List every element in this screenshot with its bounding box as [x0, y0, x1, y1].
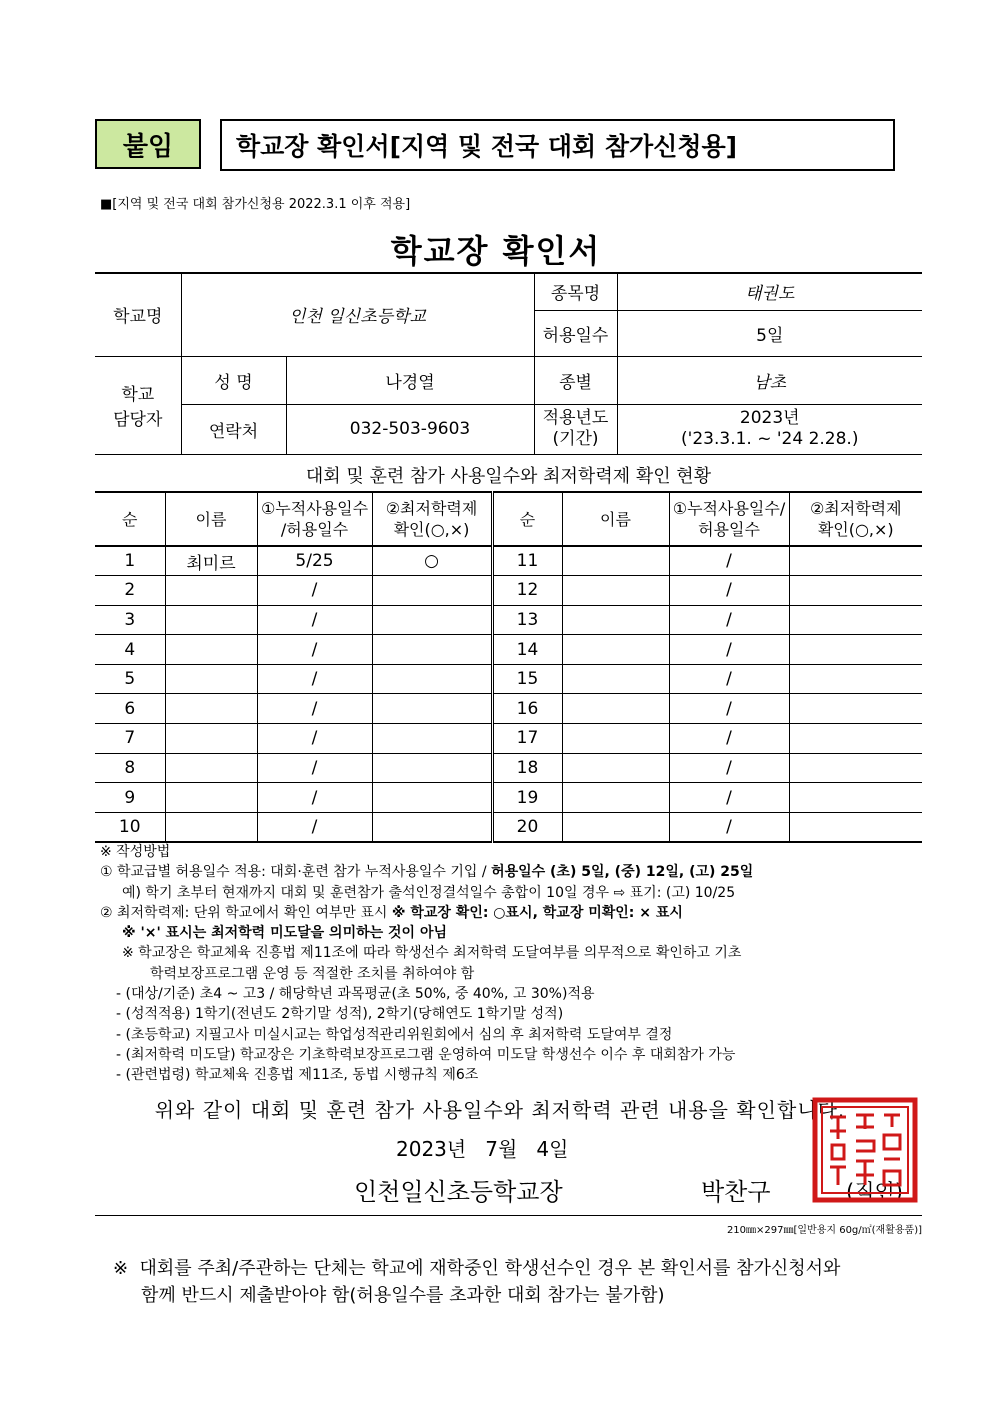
table-row: [95, 724, 922, 754]
gender-label: 종별: [534, 356, 617, 404]
row-check: [372, 664, 492, 694]
official-seal-icon: [812, 1097, 918, 1203]
row-name-right: [562, 605, 669, 635]
row-days: /: [257, 664, 372, 694]
row-days: /: [257, 724, 372, 754]
row-no-right: 13: [492, 605, 562, 635]
row-name: [165, 812, 257, 842]
row-days: /: [257, 605, 372, 635]
allowed-days-label: 허용일수: [534, 310, 617, 356]
instruction-2-note-2: ※ 학교장은 학교체육 진흥법 제11조에 따라 학생선수 최저학력 도달여부를 의무적으로 확인하고 기초: [122, 945, 742, 962]
year-value: 2023년 ('23.3.1. ~ '24 2.28.): [617, 404, 922, 454]
row-days: /: [257, 783, 372, 813]
row-name: [165, 576, 257, 606]
instruction-grades: - (성적적용) 1학기(전년도 2학기말 성적), 2학기(당해연도 1학기말 성적): [116, 1006, 564, 1023]
row-no-right: 16: [492, 694, 562, 724]
row-no-right: 17: [492, 724, 562, 754]
row-name: [165, 724, 257, 754]
row-days-right: /: [669, 546, 789, 576]
table-row: [95, 783, 922, 813]
row-name-right: [562, 694, 669, 724]
col-name-right: 이름: [562, 492, 669, 546]
row-name-right: [562, 724, 669, 754]
row-days: /: [257, 753, 372, 783]
row-name-right: [562, 576, 669, 606]
table-row: [95, 812, 922, 842]
row-no: 3: [95, 605, 165, 635]
row-name-right: [562, 664, 669, 694]
footer-notice: ※ 대회를 주최/주관하는 단체는 학교에 재학중인 학생선수인 경우 본 확인서를 참가신청서와 함께 반드시 제출받아야 함(허용일수를 초과한 대회 참가는 불가함): [113, 1258, 841, 1306]
row-name: [165, 635, 257, 665]
instruction-below: - (최저학력 미도달) 학교장은 기초학력보장프로그램 운영하여 미도달 학생선수 이수 후 대회참가 가능: [116, 1046, 736, 1063]
issue-date: 2023년 7월 4일: [396, 1137, 569, 1161]
row-days: 5/25: [257, 546, 372, 576]
col-no-right: 순: [492, 492, 562, 546]
attachment-tag: 붙임: [95, 119, 201, 169]
name-label: 성 명: [181, 356, 286, 404]
row-name: 최미르: [165, 546, 257, 576]
row-no: 2: [95, 576, 165, 606]
row-check-right: [789, 635, 922, 665]
applicability-note: ■[지역 및 전국 대회 참가신청용 2022.3.1 이후 적용]: [100, 197, 411, 212]
school-name-value: 인천 일신초등학교: [181, 273, 534, 356]
row-name-right: [562, 546, 669, 576]
row-check-right: [789, 724, 922, 754]
row-days-right: /: [669, 576, 789, 606]
row-no-right: 14: [492, 635, 562, 665]
col-days: ①누적사용일수 /허용일수: [257, 492, 372, 546]
roster-table: [95, 491, 922, 843]
seal-label: (직인): [846, 1180, 903, 1204]
writing-instructions: [100, 842, 930, 1086]
divider: [95, 1215, 922, 1216]
row-check-right: [789, 753, 922, 783]
row-days-right: /: [669, 783, 789, 813]
row-no: 10: [95, 812, 165, 842]
row-no-right: 18: [492, 753, 562, 783]
row-days-right: /: [669, 664, 789, 694]
instruction-2: ② 최저학력제: 단위 학교에서 확인 여부만 표시 ※ 학교장 확인: ○표시, 학교장 미확인: × 표시: [100, 904, 683, 921]
school-info-table: [95, 272, 922, 455]
col-no: 순: [95, 492, 165, 546]
instructions-heading: ※ 작성방법: [100, 844, 171, 860]
row-no-right: 12: [492, 576, 562, 606]
principal-name: 박찬구: [701, 1178, 771, 1206]
confirmation-statement: 위와 같이 대회 및 훈련 참가 사용일수와 최저학력 관련 내용을 확인합니다.: [154, 1098, 846, 1122]
col-check-right: ②최저학력제 확인(○,×): [789, 492, 922, 546]
row-no: 8: [95, 753, 165, 783]
instruction-elementary: - (초등학교) 지필고사 미실시교는 학업성적관리위원회에서 심의 후 최저학력 도달여부 결정: [116, 1026, 673, 1043]
table-row: [95, 694, 922, 724]
row-no: 6: [95, 694, 165, 724]
row-name-right: [562, 753, 669, 783]
row-name: [165, 694, 257, 724]
row-check: [372, 753, 492, 783]
row-check: [372, 783, 492, 813]
row-check-right: [789, 546, 922, 576]
table-row: [95, 753, 922, 783]
table-row: [95, 605, 922, 635]
principal-title: 인천일신초등학교장: [354, 1178, 563, 1206]
table-row: [95, 664, 922, 694]
contact-value: 032-503-9603: [286, 404, 534, 454]
col-check: ②최저학력제 확인(○,×): [372, 492, 492, 546]
col-days-right: ①누적사용일수/ 허용일수: [669, 492, 789, 546]
row-days-right: /: [669, 812, 789, 842]
row-check: [372, 724, 492, 754]
sport-value: 태권도: [617, 273, 922, 310]
row-no-right: 20: [492, 812, 562, 842]
row-check-right: [789, 812, 922, 842]
row-check-right: [789, 783, 922, 813]
allowed-days-value: 5일: [617, 310, 922, 356]
row-no-right: 19: [492, 783, 562, 813]
row-check: [372, 694, 492, 724]
row-check: [372, 576, 492, 606]
staff-label: 학교 담당자: [95, 356, 181, 454]
row-name: [165, 605, 257, 635]
instruction-target: - (대상/기준) 초4 ~ 고3 / 해당학년 과목평균(초 50%, 중 40%, 고 30%)적용: [116, 986, 595, 1003]
instruction-2-note: ※ '×' 표시는 최저학력 미도달을 의미하는 것이 아님: [122, 925, 447, 942]
school-name-label: 학교명: [95, 273, 181, 356]
contact-label: 연락처: [181, 404, 286, 454]
table-row: [95, 576, 922, 606]
col-name: 이름: [165, 492, 257, 546]
row-check-right: [789, 605, 922, 635]
row-name-right: [562, 812, 669, 842]
instruction-1-example: 예) 학기 초부터 현재까지 대회 및 훈련참가 출석인정결석일수 총합이 10일 경우 ⇨ 표기: (고) 10/25: [122, 884, 736, 901]
row-name: [165, 664, 257, 694]
row-days-right: /: [669, 635, 789, 665]
name-value: 나경열: [286, 356, 534, 404]
row-days-right: /: [669, 753, 789, 783]
row-name: [165, 753, 257, 783]
gender-value: 남초: [617, 356, 922, 404]
table-row: [95, 546, 922, 576]
row-check: [372, 635, 492, 665]
sport-label: 종목명: [534, 273, 617, 310]
page-title: 학교장 확인서: [390, 232, 602, 270]
instruction-1: ① 학교급별 허용일수 적용: 대회·훈련 참가 누적사용일수 기입 / 허용일수 (초) 5일, (중) 12일, (고) 25일: [100, 864, 754, 881]
row-name-right: [562, 783, 669, 813]
row-check-right: [789, 694, 922, 724]
row-days: /: [257, 812, 372, 842]
row-days-right: /: [669, 605, 789, 635]
row-check-right: [789, 576, 922, 606]
row-check: [372, 812, 492, 842]
row-name: [165, 783, 257, 813]
table-row: [95, 635, 922, 665]
row-check-right: [789, 664, 922, 694]
row-days: /: [257, 576, 372, 606]
row-name-right: [562, 635, 669, 665]
row-no: 4: [95, 635, 165, 665]
row-days: /: [257, 635, 372, 665]
document-header-title: 학교장 확인서[지역 및 전국 대회 참가신청용]: [220, 119, 895, 171]
row-no: 5: [95, 664, 165, 694]
row-no-right: 15: [492, 664, 562, 694]
paper-spec: 210㎜×297㎜[일반용지 60g/㎡(재활용품)]: [726, 1225, 922, 1236]
row-check: ○: [372, 546, 492, 576]
row-no: 1: [95, 546, 165, 576]
roster-title: 대회 및 훈련 참가 사용일수와 최저학력제 확인 현황: [305, 466, 712, 487]
year-label: 적용년도 (기간): [534, 404, 617, 454]
instruction-2-note-2-cont: 학력보장프로그램 운영 등 적절한 조치를 취하여야 함: [150, 965, 475, 982]
instruction-law: - (관련법령) 학교체육 진흥법 제11조, 동법 시행규칙 제6조: [116, 1067, 479, 1084]
row-no-right: 11: [492, 546, 562, 576]
row-days-right: /: [669, 694, 789, 724]
row-days-right: /: [669, 724, 789, 754]
row-no: 9: [95, 783, 165, 813]
row-days: /: [257, 694, 372, 724]
row-no: 7: [95, 724, 165, 754]
row-check: [372, 605, 492, 635]
